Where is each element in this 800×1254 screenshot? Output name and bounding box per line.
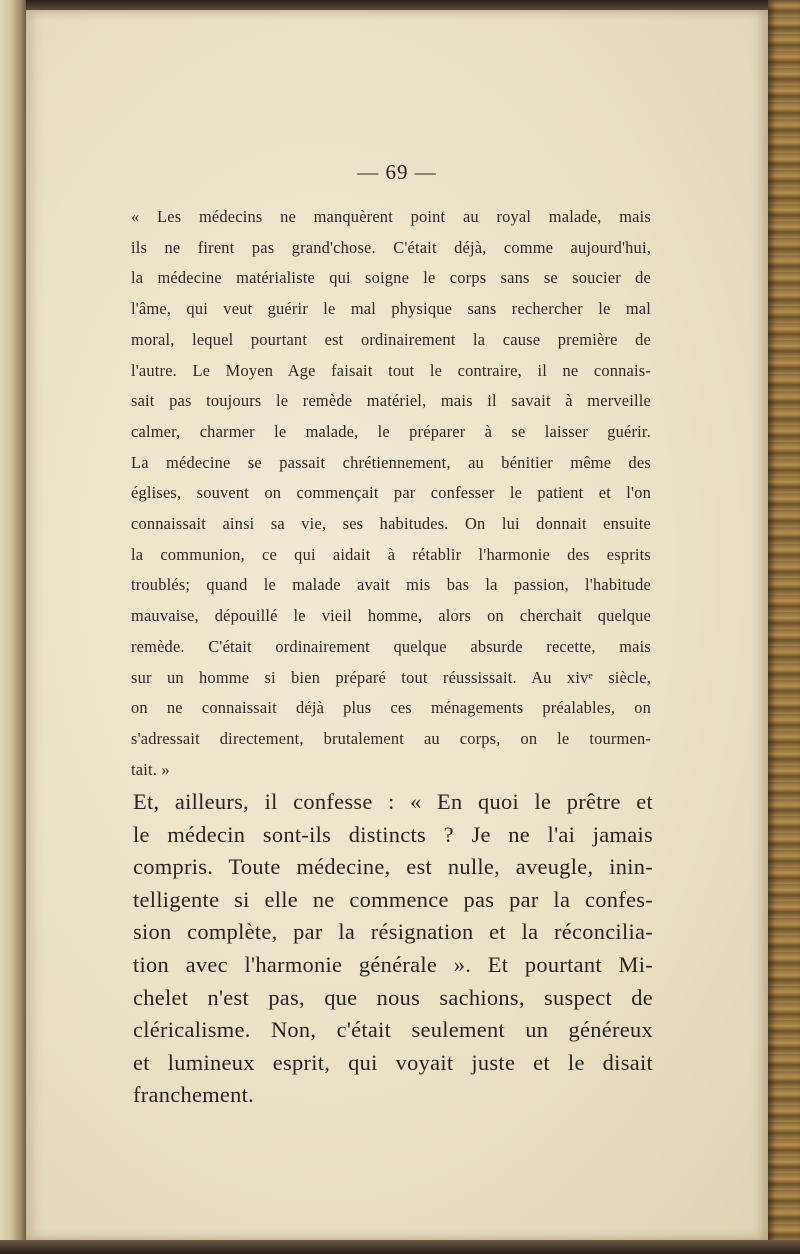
book-page (26, 10, 768, 1240)
quote-line: La médecine se passait chrétiennement, au bénitier même des (131, 452, 651, 472)
body-line: chelet n'est pas, que nous sachions, suspect de (133, 984, 653, 1010)
body-line: franchement. (133, 1082, 255, 1108)
quote-line: connaissait ainsi sa vie, ses habitudes. On lui donnait ensuite (131, 514, 651, 534)
quote-line: ils ne firent pas grand'chose. C'était déjà, comme aujourd'hui, (131, 237, 651, 257)
quote-line: s'adressait directement, brutalement au corps, on le tourmen- (131, 728, 651, 748)
quote-line: calmer, charmer le malade, le préparer à se laisser guérir. (131, 421, 651, 441)
body-line: tion avec l'harmonie générale ». Et pourtant Mi- (133, 951, 653, 977)
body-line: cléricalisme. Non, c'était seulement un généreux (133, 1017, 653, 1043)
quote-line: on ne connaissait déjà plus ces ménagements préalables, on (131, 698, 651, 718)
quote-line: moral, lequel pourtant est ordinairement la cause première de (131, 329, 651, 349)
quote-line: sur un homme si bien préparé tout réussissait. Au xivᵉ siècle, (131, 667, 651, 687)
quote-line: l'âme, qui veut guérir le mal physique sans rechercher le mal (131, 299, 651, 319)
body-line: telligente si elle ne commence pas par la confes- (133, 886, 653, 912)
page-number: — 69 — (357, 160, 437, 184)
quote-line: tait. » (131, 759, 170, 779)
quote-line: églises, souvent on commençait par confesser le patient et l'on (131, 483, 651, 503)
body-line: le médecin sont-ils distincts ? Je ne l'ai jamais (133, 821, 653, 847)
body-line: et lumineux esprit, qui voyait juste et le disait (133, 1049, 653, 1075)
quote-line: l'autre. Le Moyen Age faisait tout le contraire, il ne connais- (131, 360, 651, 380)
quote-line: troublés; quand le malade avait mis bas la passion, l'habitude (131, 575, 651, 595)
book-spine-edge (768, 0, 800, 1254)
quote-line: mauvaise, dépouillé le vieil homme, alors on cherchait quelque (131, 606, 651, 626)
body-line: Et, ailleurs, il confesse : « En quoi le prêtre et (133, 789, 653, 814)
body-line: compris. Toute médecine, est nulle, aveugle, inin- (133, 854, 653, 880)
quote-line: remède. C'était ordinairement quelque absurde recette, mais (131, 636, 651, 656)
book-edge-top (0, 0, 800, 10)
book-edge-bottom (0, 1240, 800, 1254)
quote-line: la médecine matérialiste qui soigne le corps sans se soucier de (131, 268, 651, 288)
quote-line: « Les médecins ne manquèrent point au royal malade, mais (131, 207, 651, 226)
left-page-edge (0, 0, 26, 1254)
quoted-passage (131, 202, 651, 785)
quote-line: la communion, ce qui aidait à rétablir l'harmonie des esprits (131, 544, 651, 564)
quote-line: sait pas toujours le remède matériel, mais il savait à merveille (131, 391, 651, 411)
body-line: sion complète, par la résignation et la réconcilia- (133, 919, 653, 945)
main-paragraph (133, 786, 653, 1112)
